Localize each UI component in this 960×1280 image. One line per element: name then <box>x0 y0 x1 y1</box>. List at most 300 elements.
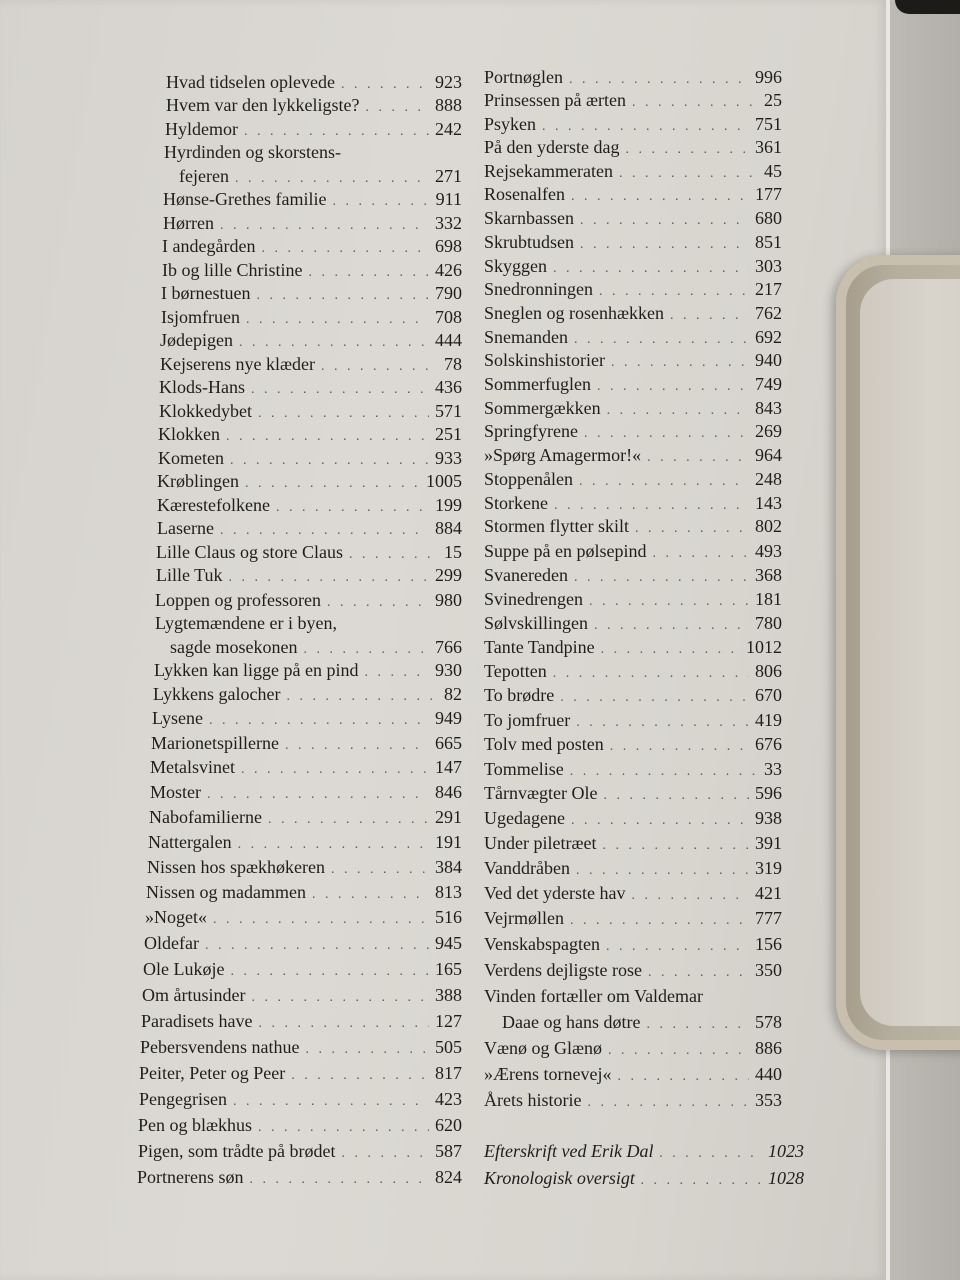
dot-leader <box>238 837 429 853</box>
toc-entry <box>161 283 462 307</box>
toc-entry <box>179 166 462 190</box>
dot-leader <box>611 355 749 371</box>
entry-page-number: 980 <box>435 590 462 610</box>
dot-leader <box>230 453 429 469</box>
entry-title: Pen og blækhus <box>138 1115 253 1135</box>
entry-title: Hyldemor <box>165 119 238 139</box>
entry-title: sagde mosekonen <box>170 637 298 657</box>
dot-leader <box>554 498 749 514</box>
toc-entry <box>144 933 462 957</box>
entry-page-number: 851 <box>755 232 782 252</box>
dot-leader <box>276 500 429 516</box>
toc-entry <box>484 783 782 807</box>
toc-entry <box>484 114 782 138</box>
dot-leader <box>209 713 429 729</box>
entry-page-number: 319 <box>755 858 782 878</box>
entry-page-number: 444 <box>435 330 462 350</box>
dot-leader <box>603 788 749 804</box>
dot-leader <box>652 546 749 562</box>
dot-leader <box>542 119 749 135</box>
toc-entry <box>148 832 462 856</box>
dot-leader <box>648 965 749 981</box>
toc-entry <box>484 833 782 857</box>
entry-title: Lysene <box>152 708 203 728</box>
entry-page-number: 177 <box>755 184 782 204</box>
toc-entry <box>484 303 782 327</box>
entry-title: Skrubtudsen <box>484 232 574 252</box>
entry-page-number: 15 <box>444 542 462 562</box>
entry-page-number: 45 <box>764 161 782 181</box>
entry-title: Skyggen <box>484 256 547 276</box>
entry-title: Hvad tidselen oplevede <box>166 72 335 92</box>
toc-entry <box>155 613 462 637</box>
entry-title: Tante Tandpine <box>484 637 595 657</box>
dot-leader <box>601 642 740 658</box>
toc-entry <box>484 808 782 832</box>
toc-entry <box>484 1168 804 1192</box>
toc-entry <box>484 858 782 882</box>
dot-leader <box>241 762 429 778</box>
entry-title: Pengegrisen <box>139 1089 227 1109</box>
entry-title: Sommerfuglen <box>484 374 591 394</box>
entry-page-number: 147 <box>435 757 462 777</box>
entry-title: Krøblingen <box>157 471 239 491</box>
dot-leader <box>233 1094 429 1110</box>
dot-leader <box>632 95 758 111</box>
entry-page-number: 271 <box>435 166 462 186</box>
entry-page-number: 923 <box>435 72 462 92</box>
entry-title: Marionetspillerne <box>151 733 279 753</box>
entry-title: Kronologisk oversigt <box>484 1168 635 1188</box>
entry-page-number: 143 <box>755 493 782 513</box>
dot-leader <box>220 218 429 234</box>
toc-entry <box>153 684 462 708</box>
entry-page-number: 33 <box>764 759 782 779</box>
entry-title: Klokkedybet <box>159 401 252 421</box>
dot-leader <box>602 838 749 854</box>
dot-leader <box>220 523 429 539</box>
dot-leader <box>285 738 429 754</box>
toc-entry <box>484 67 782 91</box>
dot-leader <box>631 888 749 904</box>
entry-title: Under piletræet <box>484 833 597 853</box>
dot-leader <box>584 426 749 442</box>
dot-leader <box>341 1146 429 1162</box>
toc-entry <box>484 469 782 493</box>
entry-title: Storkene <box>484 493 548 513</box>
toc-entry <box>160 354 462 378</box>
toc-entry <box>484 232 782 256</box>
entry-title: Sølvskillingen <box>484 613 589 633</box>
entry-title: I andegården <box>162 236 256 256</box>
entry-page-number: 940 <box>755 350 782 370</box>
toc-entry <box>484 908 782 932</box>
toc-entry <box>484 685 782 709</box>
dot-leader <box>553 666 749 682</box>
dot-leader <box>571 813 749 829</box>
entry-page-number: 25 <box>764 90 782 110</box>
dot-leader <box>349 547 438 563</box>
entry-title: Hørren <box>163 213 214 233</box>
entry-page-number: 596 <box>755 783 782 803</box>
entry-page-number: 156 <box>755 934 782 954</box>
entry-title: Rejsekammeraten <box>484 161 613 181</box>
toc-entry <box>156 565 462 589</box>
entry-page-number: 251 <box>435 424 462 444</box>
entry-title: Peiter, Peter og Peer <box>139 1063 286 1083</box>
entry-title: Tommelise <box>484 759 564 779</box>
entry-title: Ib og lille Christine <box>162 260 303 280</box>
entry-title: Ugedagene <box>484 808 565 828</box>
dot-leader <box>587 1095 749 1111</box>
entry-title: Hyrdinden og skorstens- <box>164 142 341 162</box>
entry-page-number: 571 <box>435 401 462 421</box>
entry-title: fejeren <box>179 166 229 186</box>
dot-leader <box>569 72 749 88</box>
entry-title: Portnerens søn <box>137 1167 244 1187</box>
entry-page-number: 1023 <box>768 1141 804 1161</box>
entry-title: Psyken <box>484 114 537 134</box>
entry-page-number: 911 <box>435 189 462 209</box>
dot-leader <box>226 429 429 445</box>
entry-title: Venskabspagten <box>484 934 600 954</box>
entry-title: Snedronningen <box>484 279 593 299</box>
toc-entry <box>158 448 462 472</box>
entry-title: Isjomfruen <box>161 307 240 327</box>
dot-leader <box>207 787 429 803</box>
dot-leader <box>570 764 758 780</box>
dot-leader <box>321 359 438 375</box>
entry-page-number: 242 <box>435 119 462 139</box>
entry-page-number: 423 <box>435 1089 462 1109</box>
dot-leader <box>239 335 429 351</box>
toc-entry <box>484 256 782 280</box>
entry-title: Snemanden <box>484 327 568 347</box>
entry-title: Daae og hans døtre <box>502 1012 641 1032</box>
entry-title: Metalsvinet <box>150 757 235 777</box>
dot-leader <box>579 474 749 490</box>
dot-leader <box>599 284 749 300</box>
dot-leader <box>235 171 429 187</box>
entry-page-number: 996 <box>755 67 782 87</box>
dot-leader <box>308 265 429 281</box>
entry-page-number: 421 <box>755 883 782 903</box>
entry-title: Årets historie <box>484 1090 582 1110</box>
entry-page-number: 165 <box>435 959 462 979</box>
toc-entry <box>139 1089 462 1113</box>
dot-leader <box>246 312 429 328</box>
entry-title: Sommergækken <box>484 398 601 418</box>
entry-page-number: 930 <box>435 660 462 680</box>
entry-title: Efterskrift ved Erik Dal <box>484 1141 654 1161</box>
toc-entry <box>162 260 462 284</box>
entry-title: Nissen og madammen <box>146 882 306 902</box>
entry-page-number: 1005 <box>426 471 462 491</box>
dot-leader <box>580 237 749 253</box>
toc-entry <box>484 327 782 351</box>
toc-entry <box>484 350 782 374</box>
toc-entry <box>147 857 462 881</box>
toc-entry <box>484 184 782 208</box>
entry-page-number: 751 <box>755 114 782 134</box>
entry-page-number: 749 <box>755 374 782 394</box>
entry-page-number: 790 <box>435 283 462 303</box>
dot-leader <box>268 812 429 828</box>
entry-title: Tårnvægter Ole <box>484 783 598 803</box>
toc-entry <box>484 421 782 445</box>
entry-page-number: 680 <box>755 208 782 228</box>
entry-page-number: 217 <box>755 279 782 299</box>
toc-entry <box>160 330 462 354</box>
entry-title: Kometen <box>158 448 224 468</box>
entry-title: Pigen, som trådte på brødet <box>138 1141 336 1161</box>
entry-page-number: 949 <box>435 708 462 728</box>
toc-entry <box>166 95 462 119</box>
dot-leader <box>305 1042 429 1058</box>
entry-title: Tolv med posten <box>484 734 604 754</box>
entry-title: Hvem var den lykkeligste? <box>166 95 360 115</box>
toc-entry <box>484 445 782 469</box>
toc-entry <box>164 142 462 166</box>
entry-page-number: 846 <box>435 782 462 802</box>
toc-entry <box>484 374 782 398</box>
entry-title: Oldefar <box>144 933 199 953</box>
entry-page-number: 824 <box>435 1167 462 1187</box>
entry-page-number: 817 <box>435 1063 462 1083</box>
entry-page-number: 78 <box>444 354 462 374</box>
dot-leader <box>229 570 429 586</box>
entry-title: »Ærens tornevej« <box>484 1064 612 1084</box>
toc-entry <box>140 1037 462 1061</box>
entry-page-number: 388 <box>435 985 462 1005</box>
toc-entry <box>484 883 782 907</box>
dot-leader <box>364 665 429 681</box>
entry-page-number: 199 <box>435 495 462 515</box>
toc-entry <box>162 236 462 260</box>
toc-entry <box>157 495 462 519</box>
entry-title: Svinedrengen <box>484 589 583 609</box>
entry-title: Ved det yderste hav <box>484 883 626 903</box>
toc-entry <box>484 960 782 984</box>
entry-title: Portnøglen <box>484 67 563 87</box>
toc-entry <box>502 1012 782 1036</box>
entry-title: To jomfruer <box>484 710 571 730</box>
entry-page-number: 676 <box>755 734 782 754</box>
dot-leader <box>659 1146 762 1162</box>
dot-leader <box>365 100 429 116</box>
entry-page-number: 843 <box>755 398 782 418</box>
dot-leader <box>261 241 429 257</box>
entry-page-number: 698 <box>435 236 462 256</box>
toc-entry <box>170 637 462 661</box>
dot-leader <box>641 1173 762 1189</box>
toc-entry <box>484 516 782 540</box>
entry-page-number: 587 <box>435 1141 462 1161</box>
dot-leader <box>560 690 749 706</box>
dot-leader <box>327 595 429 611</box>
dot-leader <box>312 887 429 903</box>
entry-page-number: 353 <box>755 1090 782 1110</box>
toc-entry <box>151 733 462 757</box>
entry-page-number: 516 <box>435 907 462 927</box>
entry-page-number: 620 <box>435 1115 462 1135</box>
toc-entry <box>161 307 462 331</box>
entry-title: Svanereden <box>484 565 568 585</box>
dot-leader <box>303 642 429 658</box>
dot-leader <box>341 77 429 93</box>
entry-page-number: 82 <box>444 684 462 704</box>
toc-entry <box>484 1090 782 1114</box>
dot-leader <box>205 938 429 954</box>
entry-title: Moster <box>150 782 201 802</box>
dot-leader <box>589 594 749 610</box>
dot-leader <box>250 1172 430 1188</box>
entry-title: På den yderste dag <box>484 137 620 157</box>
entry-page-number: 426 <box>435 260 462 280</box>
entry-title: Kærestefolkene <box>157 495 270 515</box>
entry-page-number: 127 <box>435 1011 462 1031</box>
dot-leader <box>258 1120 429 1136</box>
toc-entry <box>484 208 782 232</box>
dot-leader <box>606 939 749 955</box>
entry-page-number: 248 <box>755 469 782 489</box>
entry-title: Nissen hos spækhøkeren <box>147 857 325 877</box>
entry-title: Vanddråben <box>484 858 570 878</box>
entry-title: Paradisets have <box>141 1011 253 1031</box>
toc-entry <box>484 493 782 517</box>
dot-leader <box>576 863 749 879</box>
toc-entry <box>159 401 462 425</box>
toc-entry <box>484 1038 782 1062</box>
toc-entry <box>484 90 782 114</box>
entry-title: Vejrmøllen <box>484 908 564 928</box>
toc-entry <box>484 710 782 734</box>
entry-page-number: 419 <box>755 710 782 730</box>
dot-leader <box>213 912 429 928</box>
entry-title: Lykken kan ligge på en pind <box>154 660 359 680</box>
dot-leader <box>597 379 749 395</box>
dot-leader <box>244 124 429 140</box>
toc-entry <box>166 72 462 96</box>
toc-entry <box>141 1011 462 1035</box>
entry-title: Ole Lukøje <box>143 959 225 979</box>
entry-page-number: 884 <box>435 518 462 538</box>
entry-title: Hønse-Grethes familie <box>163 189 327 209</box>
entry-page-number: 964 <box>755 445 782 465</box>
dot-leader <box>646 1017 749 1033</box>
dot-leader <box>607 403 749 419</box>
entry-title: Lille Claus og store Claus <box>156 542 343 562</box>
toc-entry <box>157 471 462 495</box>
entry-page-number: 762 <box>755 303 782 323</box>
entry-page-number: 670 <box>755 685 782 705</box>
toc-entry <box>156 542 462 566</box>
entry-page-number: 802 <box>755 516 782 536</box>
entry-title: Lykkens galocher <box>153 684 281 704</box>
dot-leader <box>251 382 429 398</box>
toc-entry <box>137 1167 462 1191</box>
toc-entry <box>149 807 462 831</box>
entry-title: Om årtusinder <box>142 985 246 1005</box>
entry-page-number: 578 <box>755 1012 782 1032</box>
toc-entry <box>484 734 782 758</box>
entry-page-number: 493 <box>755 541 782 561</box>
toc-entry <box>152 708 462 732</box>
entry-title: Laserne <box>157 518 214 538</box>
dot-leader <box>258 406 429 422</box>
toc-entry <box>484 565 782 589</box>
entry-page-number: 665 <box>435 733 462 753</box>
entry-page-number: 945 <box>435 933 462 953</box>
entry-title: Stormen flytter skilt <box>484 516 629 536</box>
entry-title: Pebersvendens nathue <box>140 1037 300 1057</box>
dot-leader <box>647 450 749 466</box>
entry-title: Stoppenålen <box>484 469 573 489</box>
entry-title: Kejserens nye klæder <box>160 354 315 374</box>
dot-leader <box>574 332 749 348</box>
entry-page-number: 1028 <box>768 1168 804 1188</box>
toc-entry <box>154 660 462 684</box>
entry-page-number: 888 <box>435 95 462 115</box>
dot-leader <box>617 1069 749 1085</box>
entry-title: Jødepigen <box>160 330 233 350</box>
entry-page-number: 191 <box>435 832 462 852</box>
entry-page-number: 391 <box>755 833 782 853</box>
dot-leader <box>570 913 749 929</box>
toc-entry <box>138 1115 462 1139</box>
toc-entry <box>146 882 462 906</box>
toc-entry <box>138 1141 462 1165</box>
entry-page-number: 692 <box>755 327 782 347</box>
dot-leader <box>230 964 429 980</box>
entry-title: Suppe på en pølsepind <box>484 541 647 561</box>
toc-entry <box>484 934 782 958</box>
entry-page-number: 505 <box>435 1037 462 1057</box>
dot-leader <box>553 261 749 277</box>
dot-leader <box>619 166 758 182</box>
dot-leader <box>332 194 429 210</box>
dot-leader <box>291 1068 429 1084</box>
entry-title: To brødre <box>484 685 555 705</box>
toc-entry <box>159 377 462 401</box>
entry-title: Rosenalfen <box>484 184 565 204</box>
toc-entry <box>484 589 782 613</box>
toc-entry <box>484 1064 782 1088</box>
entry-page-number: 440 <box>755 1064 782 1084</box>
entry-title: Prinsessen på ærten <box>484 90 626 110</box>
toc-entry <box>145 907 462 931</box>
entry-page-number: 806 <box>755 661 782 681</box>
toc-entry <box>484 161 782 185</box>
entry-page-number: 181 <box>755 589 782 609</box>
entry-page-number: 350 <box>755 960 782 980</box>
toc-entry <box>484 279 782 303</box>
entry-title: Nabofamilierne <box>149 807 262 827</box>
entry-title: Klods-Hans <box>159 377 245 397</box>
entry-title: Lille Tuk <box>156 565 223 585</box>
entry-page-number: 303 <box>755 256 782 276</box>
entry-title: Springfyrene <box>484 421 578 441</box>
toc-entry <box>484 759 782 783</box>
dot-leader <box>580 213 749 229</box>
toc-entry <box>484 637 782 661</box>
dot-leader <box>625 142 749 158</box>
toc-entry <box>139 1063 462 1087</box>
dot-leader <box>608 1043 749 1059</box>
dot-leader <box>258 1016 429 1032</box>
toc-entry <box>155 590 462 614</box>
toc-entry <box>163 213 462 237</box>
